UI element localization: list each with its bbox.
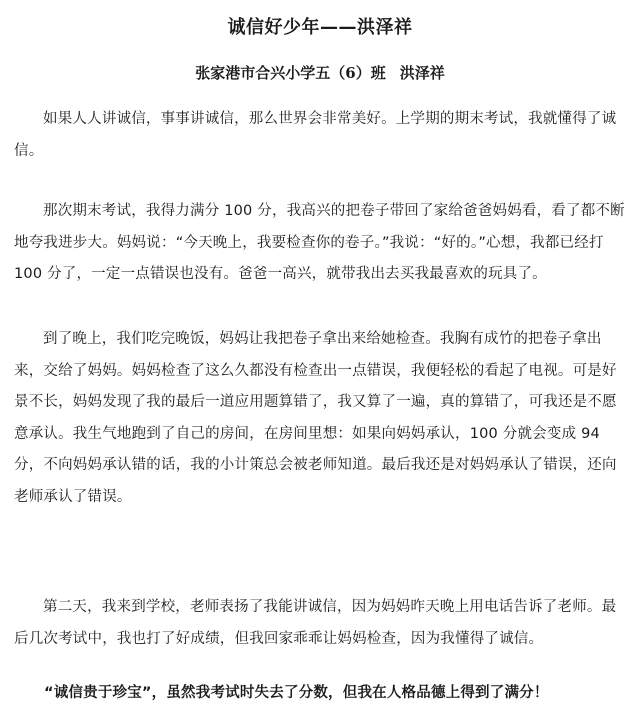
essay-title: 诚信好少年——洪泽祥	[227, 17, 413, 38]
school-class: 张家港市合兴小学五（6）班	[195, 64, 386, 82]
closing-line: “诚信贵于珍宝”，虽然我考试时失去了分数，但我在人格品德上得到了满分！	[44, 685, 549, 701]
paragraph: 第二天，我来到学校，老师表扬了我能讲诚信，因为妈妈昨天晚上用电话告诉了老师。最后几次考试中，我也打了好成绩，但我回家乖乖让妈妈检查，因为我懂得了诚信。	[14, 599, 617, 647]
author-name: 洪泽祥	[399, 64, 445, 82]
paragraph: 到了晚上，我们吃完晚饭，妈妈让我把卷子拿出来给她检查。我胸有成竹的把卷子拿出来，交给了妈妈。妈妈检查了这么久都没有检查出一点错误，我便轻松的看起了电视。可是好景不长，妈妈发现了我的最后一道应用题算错了，我又算了一遍，真的算错了，可我还是不愿意承认。我生气地跑到了自己的房间，在房间里想：如果向妈妈承认，100 分就会变成 94 分，不向妈妈承认错的话，我的小计策总会被老师知道。最后我还是对妈妈承认了错误，还向老师承认了错误。	[14, 331, 617, 505]
paragraph: 如果人人讲诚信，事事讲诚信，那么世界会非常美好。上学期的期末考试，我就懂得了诚信。	[14, 111, 617, 159]
byline	[0, 62, 640, 84]
paragraph: 那次期末考试，我得力满分 100 分，我高兴的把卷子带回了家给爸爸妈妈看，看了都不断地夸我进步大。妈妈说：“今天晚上，我要检查你的卷子。”我说：“好的。”心想，我都已经打 100 分了，一定一点错误也没有。爸爸一高兴，就带我出去买我最喜欢的玩具了。	[14, 203, 625, 282]
